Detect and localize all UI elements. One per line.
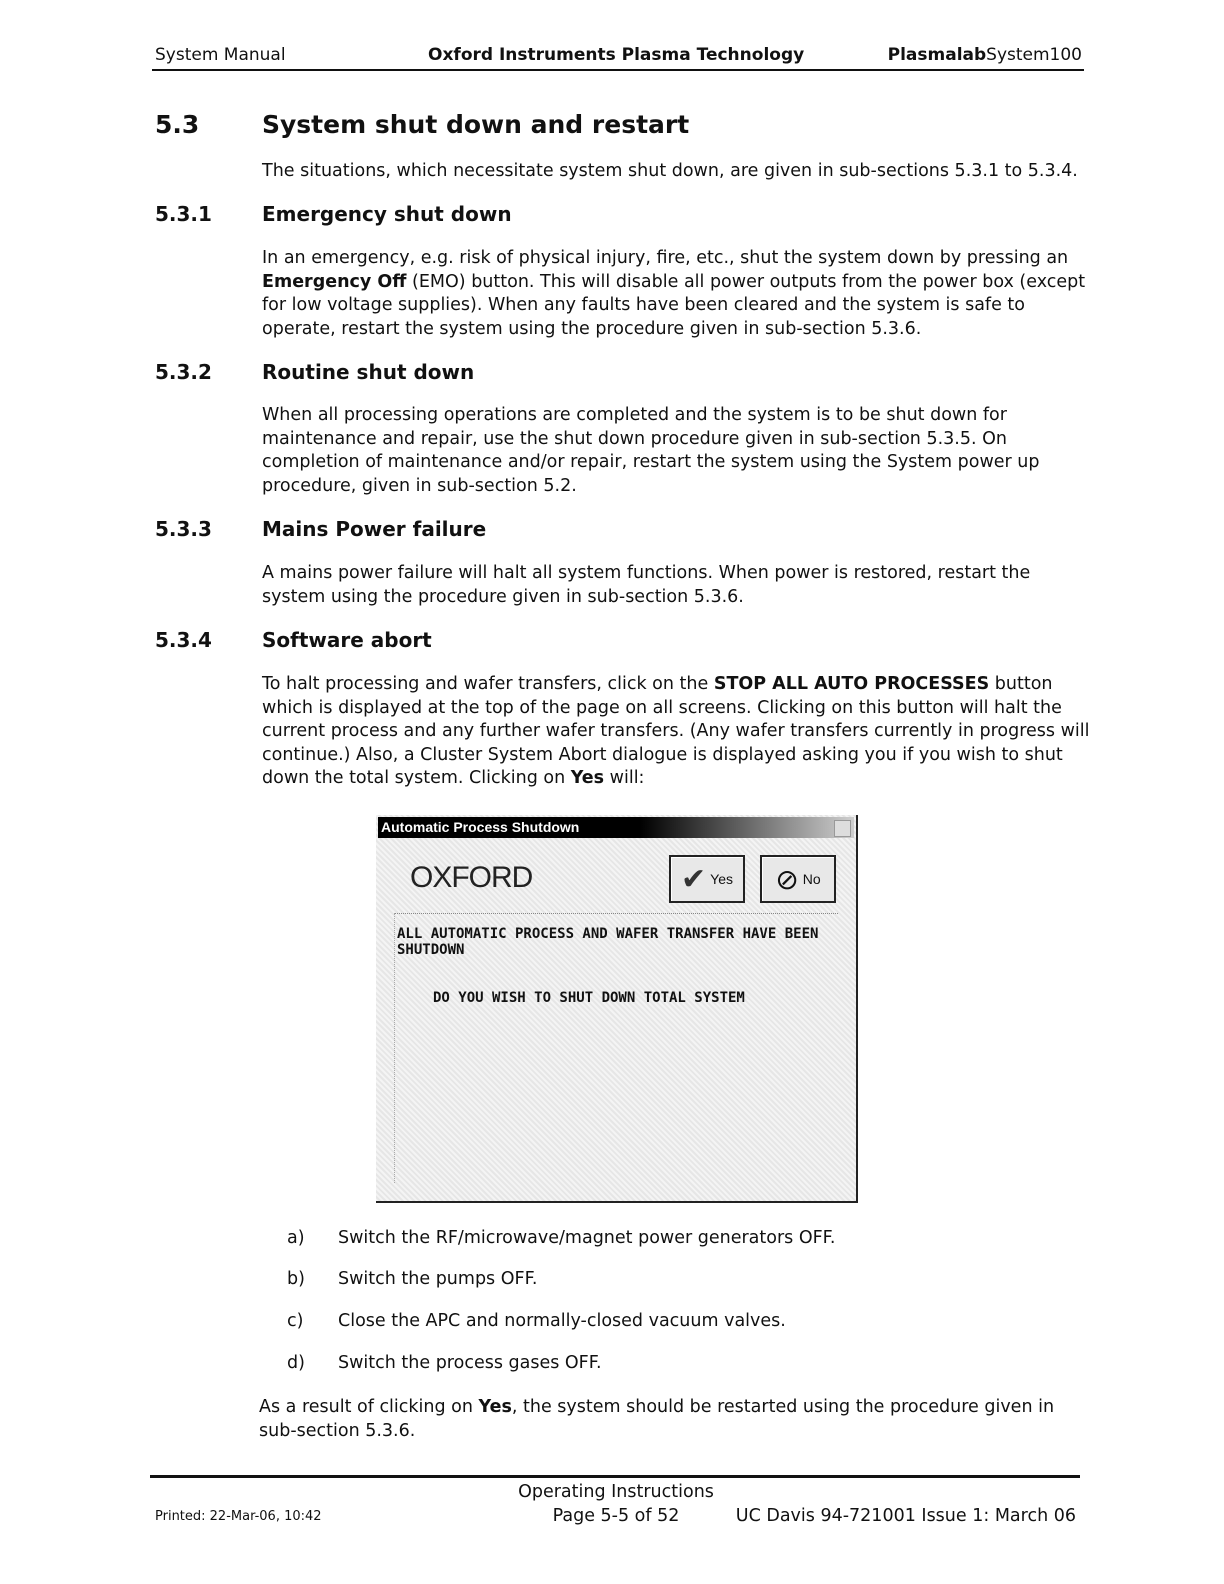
header-center: Oxford Instruments Plasma Technology <box>428 45 805 65</box>
list-letter: b) <box>287 1269 305 1289</box>
list-letter: c) <box>287 1311 304 1331</box>
s4-text-bold1: STOP ALL AUTO PROCESSES <box>713 674 990 694</box>
checkmark-icon: ✔ <box>681 862 707 896</box>
s1-text-bold: Emergency Off <box>262 271 407 292</box>
s4-text-c: will: <box>604 768 645 789</box>
s4-number: 5.3.4 <box>155 628 212 652</box>
message-shutdown: ALL AUTOMATIC PROCESS AND WAFER TRANSFER HAVE BEEN SHUTDOWN <box>397 926 819 958</box>
s3-title: Mains Power failure <box>262 517 487 541</box>
s4-text-a: To halt processing and wafer transfers, click on the <box>262 674 714 694</box>
section-intro: The situations, which necessitate system shut down, are given in sub-sections 5.3.1 to 5.3.4. <box>262 161 1078 181</box>
closing-a: As a result of clicking on <box>259 1397 479 1417</box>
header-rule <box>152 69 1084 71</box>
footer-doc-type: Operating Instructions <box>518 1482 714 1502</box>
dialog-titlebar <box>378 817 854 838</box>
list-letter: a) <box>287 1228 305 1248</box>
yes-label: Yes <box>710 871 733 887</box>
header-right-rest: System100 <box>986 45 1082 65</box>
yes-button[interactable] <box>669 855 745 903</box>
footer-issue: UC Davis 94-721001 Issue 1: March 06 <box>735 1506 1076 1526</box>
no-button[interactable] <box>760 855 836 903</box>
s3-paragraph: A mains power failure will halt all system functions. When power is restored, restart the system using the procedure given in sub-section 5.3.6. <box>262 563 1031 607</box>
message-area <box>394 913 838 1183</box>
s1-text-a: In an emergency, e.g. risk of physical injury, fire, etc., shut the system down by pressing an <box>262 248 1069 268</box>
closing-bold: Yes <box>478 1397 512 1417</box>
footer-page: Page 5-5 of 52 <box>552 1506 680 1526</box>
s2-paragraph: When all processing operations are completed and the system is to be shut down for maintenance and repair, use the shut down procedure given in sub-section 5.3.5. On completion of maintenance and/or repair, restart the system using the System power up procedure, given in sub-section 5.2. <box>262 405 1040 496</box>
header-right-bold: Plasmalab <box>887 45 987 65</box>
section-number: 5.3 <box>155 110 200 139</box>
dialog-title: Automatic Process Shutdown <box>381 819 580 835</box>
s1-title: Emergency shut down <box>262 202 512 226</box>
list-item: Close the APC and normally-closed vacuum valves. <box>338 1311 786 1331</box>
s1-text-b: (EMO) button. This will disable all power outputs from the power box (except for low voltage supplies). When any faults have been cleared and the system is safe to operate, restart the system using the procedure given in sub-section 5.3.6. <box>262 271 1086 339</box>
s1-paragraph <box>262 247 1092 341</box>
s1-number: 5.3.1 <box>155 202 212 226</box>
footer-printed: Printed: 22-Mar-06, 10:42 <box>155 1509 322 1524</box>
s2-number: 5.3.2 <box>155 360 212 384</box>
section-title: System shut down and restart <box>262 110 690 139</box>
list-item: Switch the pumps OFF. <box>338 1269 538 1289</box>
s4-title: Software abort <box>262 628 432 652</box>
s4-text-bold2: Yes <box>570 768 605 789</box>
shutdown-dialog-screenshot <box>376 815 858 1203</box>
closing-paragraph <box>259 1396 1059 1443</box>
footer-rule <box>150 1475 1080 1478</box>
no-sign-icon: ⊘ <box>775 863 799 895</box>
close-icon[interactable] <box>834 820 851 837</box>
header-right <box>888 45 1082 65</box>
s3-number: 5.3.3 <box>155 517 212 541</box>
list-letter: d) <box>287 1353 305 1373</box>
list-item: Switch the RF/microwave/magnet power generators OFF. <box>338 1228 836 1248</box>
s4-text-b: button which is displayed at the top of the page on all screens. Clicking on this button will halt the current process and any further wafer transfers. (Any wafer transfers currently in progress will continue.) Also, a Cluster System Abort dialogue is displayed asking you if you wish to shut down the total system. Clicking on <box>262 674 1090 789</box>
oxford-logo: OXFORD <box>410 861 533 894</box>
no-label: No <box>802 871 821 887</box>
s4-paragraph <box>262 673 1092 791</box>
header-left: System Manual <box>155 45 286 65</box>
list-item: Switch the process gases OFF. <box>338 1353 602 1373</box>
s2-title: Routine shut down <box>262 360 475 384</box>
closing-b: , the system should be restarted using the procedure given in sub-section 5.3.6. <box>259 1397 1055 1441</box>
message-question: DO YOU WISH TO SHUT DOWN TOTAL SYSTEM <box>433 990 745 1006</box>
